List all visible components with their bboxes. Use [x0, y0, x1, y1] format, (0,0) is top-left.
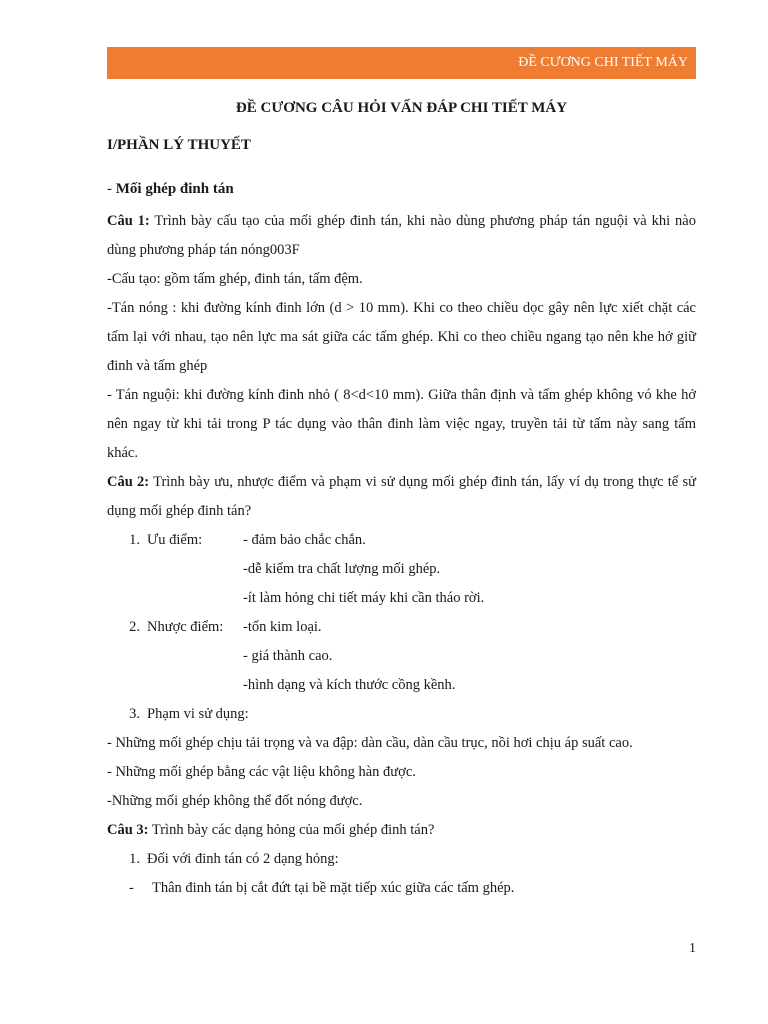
list-value: -dễ kiểm tra chất lượng mối ghép. [243, 561, 441, 577]
question-3 [107, 816, 696, 845]
page-number: 1 [689, 941, 696, 956]
list-value: - giá thành cao. [243, 648, 333, 664]
question-2-label: Câu 2: [107, 474, 150, 490]
list-item [107, 671, 696, 700]
list-text: Đối với đinh tán có 2 dạng hỏng: [147, 851, 339, 867]
header-bar [107, 47, 696, 79]
document-body [107, 94, 696, 903]
subsection-prefix: - [107, 181, 116, 197]
question-3-text: Trình bày các dạng hỏng của mối ghép đinh tán? [148, 822, 435, 838]
list-value: -hình dạng và kích thước cồng kềnh. [243, 677, 456, 693]
list-label-advantages: Ưu điểm: [147, 532, 203, 548]
list-item [107, 526, 696, 555]
subsection-title: Mối ghép đinh tán [115, 181, 234, 197]
list-number: 1. [129, 851, 140, 867]
question-3-label: Câu 3: [107, 822, 149, 838]
question-1 [107, 207, 696, 265]
question-1-text: Trình bày cấu tạo của mối ghép đinh tán, khi nào dùng phương pháp tán nguội và khi nào dùng phương pháp tán nóng003F [107, 213, 696, 258]
section-heading: I/PHẦN LÝ THUYẾT [107, 137, 251, 153]
usage-2: - Những mối ghép bằng các vật liệu không hàn được. [107, 764, 416, 780]
answer-1-hot-riveting: -Tán nóng : khi đường kính đinh lớn (d > 10 mm). Khi co theo chiều dọc gây nên lực xiết chặt các tấm lại với nhau, tạo nên lực ma sát giữa các tấm ghép. Khi co theo chiều ngang tạo nên khe hở giữ đinh và tấm ghép [107, 300, 696, 374]
subsection-heading [107, 175, 696, 204]
answer-1-structure: -Cấu tạo: gồm tấm ghép, đinh tán, tấm đệm. [107, 271, 363, 287]
answer-1-cold-riveting: - Tán nguội: khi đường kính đinh nhỏ ( 8<d<10 mm). Giữa thân định và tấm ghép không vó khe hở nên ngay từ khi tải trong P tác dụng vào thân đinh làm việc ngay, truyền tải từ tấm này sang tấm khác. [107, 387, 696, 461]
list-value: - đảm bảo chắc chắn. [243, 532, 366, 548]
dash-text: Thân đinh tán bị cắt đứt tại bề mặt tiếp xúc giữa các tấm ghép. [152, 880, 515, 896]
list-label-disadvantages: Nhược điểm: [147, 619, 224, 635]
list-item [107, 613, 696, 642]
usage-3: -Những mối ghép không thể đốt nóng được. [107, 793, 363, 809]
question-1-label: Câu 1: [107, 213, 150, 229]
question-2-text: Trình bày ưu, nhược điểm và phạm vi sử dụng mối ghép đinh tán, lấy ví dụ trong thực tế sử dụng mối ghép đinh tán? [107, 474, 696, 519]
list-item [107, 642, 696, 671]
list-item [107, 845, 696, 874]
list-number: 2. [129, 619, 140, 635]
document-title: ĐỀ CƯƠNG CÂU HỎI VẤN ĐÁP CHI TIẾT MÁY [235, 100, 568, 116]
list-label-scope: Phạm vi sử dụng: [147, 706, 249, 722]
dash-marker: - [129, 880, 134, 896]
header-title: ĐỀ CƯƠNG CHI TIẾT MÁY [518, 55, 688, 70]
question-2 [107, 468, 696, 526]
list-number: 3. [129, 706, 140, 722]
list-item [107, 555, 696, 584]
list-value: -tốn kim loại. [243, 619, 322, 635]
list-value: -ít làm hỏng chi tiết máy khi cần tháo rời. [243, 590, 485, 606]
list-number: 1. [129, 532, 140, 548]
usage-1: - Những mối ghép chịu tải trọng và va đập: dàn cầu, dàn cầu trục, nồi hơi chịu áp suất cao. [107, 735, 633, 751]
list-item [107, 584, 696, 613]
list-item [107, 700, 696, 729]
dash-item [107, 874, 696, 903]
